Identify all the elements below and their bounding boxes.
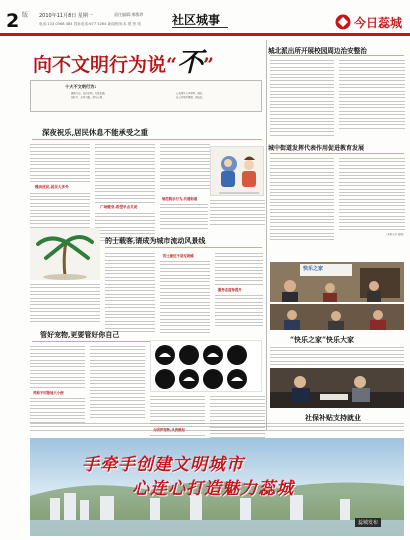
cartoon-people-icon — [211, 147, 264, 196]
article-education-body-left — [270, 158, 334, 243]
club-photo-scene — [270, 262, 404, 302]
article-police-rule — [270, 55, 404, 56]
article-police-body-left — [270, 60, 334, 138]
tel-line: 电话:133 0568 484 投诉电话:677 3264 新闻热线:本 报 热 线 — [39, 22, 141, 26]
article-taxi-rule — [105, 247, 262, 248]
bottom-city-banner — [30, 438, 404, 536]
article-noise-subhead-1: 噪音扰民,居民大多外 — [35, 184, 69, 189]
bad-habits-box — [30, 80, 262, 112]
dog-silhouettes-image — [150, 340, 262, 392]
article-insurance-title: 社保补贴支持就业 — [305, 413, 361, 422]
bottom-banner-line-1: 手牵手创建文明城市 — [82, 455, 244, 475]
page-suffix: 版 — [22, 12, 29, 19]
banner-open-quote: “ — [166, 54, 177, 76]
bad-habits-line-3: 公共场所大声喧哗、插队、 — [176, 92, 205, 95]
page-number: 2 — [6, 10, 20, 32]
article-pet-col2 — [90, 346, 145, 421]
article-taxi-subhead-1: 的士座位不是垃圾桶 — [163, 254, 194, 258]
article-taxi-title: 的士载客,请成为城市流动风景线 — [105, 236, 206, 245]
date-line: 2010年11月8日 星期一 — [39, 13, 93, 19]
article-pet-subhead-1: 养狗不可随地大小便 — [33, 391, 64, 396]
banner-quote-word: 不 — [176, 48, 203, 78]
main-banner — [33, 42, 245, 78]
article-club-title: “快乐之家”快乐大家 — [290, 335, 355, 344]
insurance-photo-scene — [270, 368, 404, 408]
article-noise-subhead-3: 规范娱乐行为,共建和谐 — [162, 197, 198, 201]
dog-icons — [151, 341, 262, 392]
paper-name: 今日蕊城 — [354, 16, 403, 30]
bad-habits-line-4: 在公共场所吸烟、说脏话。 — [176, 96, 205, 99]
article-noise-col4 — [210, 200, 265, 227]
bad-habits-line-2: 闯红灯、乱穿马路、损坏公物、 — [71, 96, 105, 99]
masthead-rule — [0, 33, 410, 36]
article-pet-title: 管好宠物,更要管好你自己 — [40, 330, 120, 339]
section-title-box — [172, 11, 228, 28]
article-noise-subhead-2: 广场健身,希望早点关闭 — [100, 205, 138, 210]
article-taxi-col2 — [160, 253, 210, 336]
bottom-banner-line-2: 心连心打造魅力蕊城 — [132, 479, 294, 499]
article-pet-rule — [32, 341, 152, 342]
bad-habits-title: 十大不文明行为: — [65, 84, 96, 89]
article-education-byline: （本报记者 蕊城） — [385, 232, 405, 236]
club-sign: 快乐之家 — [303, 266, 324, 272]
article-taxi-col1 — [105, 253, 155, 334]
article-education-title: 城中街道发挥代表作用促进教育发展 — [268, 145, 365, 152]
insurance-photo — [270, 368, 404, 408]
article-education-body-right — [339, 158, 405, 236]
club-photo-scene-2 — [270, 304, 404, 330]
cartoon-noise-image — [210, 146, 264, 196]
bottom-banner-tag: 蕊城发布 — [355, 518, 381, 527]
bad-habits-line-1: 随地吐痰、乱扔杂物、乱贴乱画、 — [71, 92, 107, 95]
paper-logo — [334, 13, 406, 31]
article-taxi-subhead-2: 服务态度待提升 — [218, 287, 242, 292]
article-taxi-col3 — [215, 253, 263, 329]
article-taxi-col0 — [30, 284, 100, 325]
banner-headline: 向不文明行为说 — [33, 54, 167, 76]
article-pet-col1 — [30, 346, 85, 425]
article-education-rule — [270, 153, 404, 154]
masthead — [0, 0, 410, 38]
column-divider — [266, 40, 267, 430]
taxi-cartoon-image — [30, 228, 100, 280]
palm-tree-icon — [30, 228, 100, 280]
club-photo-top — [270, 262, 404, 302]
staff-line: 责任编辑:邢敏珍 — [114, 12, 144, 17]
banner-close-quote: ” — [202, 54, 214, 76]
article-noise-col3 — [160, 144, 210, 191]
club-photo-bottom — [270, 304, 404, 330]
article-noise-col2 — [95, 144, 155, 244]
article-police-title: 城北派出所开展校园周边治安整治 — [268, 47, 367, 55]
article-noise-col3b — [160, 196, 208, 231]
article-noise-rule — [32, 139, 262, 140]
article-club-body — [270, 347, 404, 367]
article-noise-title: 深夜祝乐,居民休息不能承受之重 — [42, 128, 149, 137]
article-police-body-right — [339, 60, 405, 131]
section-title: 社区城事 — [172, 13, 221, 27]
bottom-text-block — [30, 423, 404, 433]
